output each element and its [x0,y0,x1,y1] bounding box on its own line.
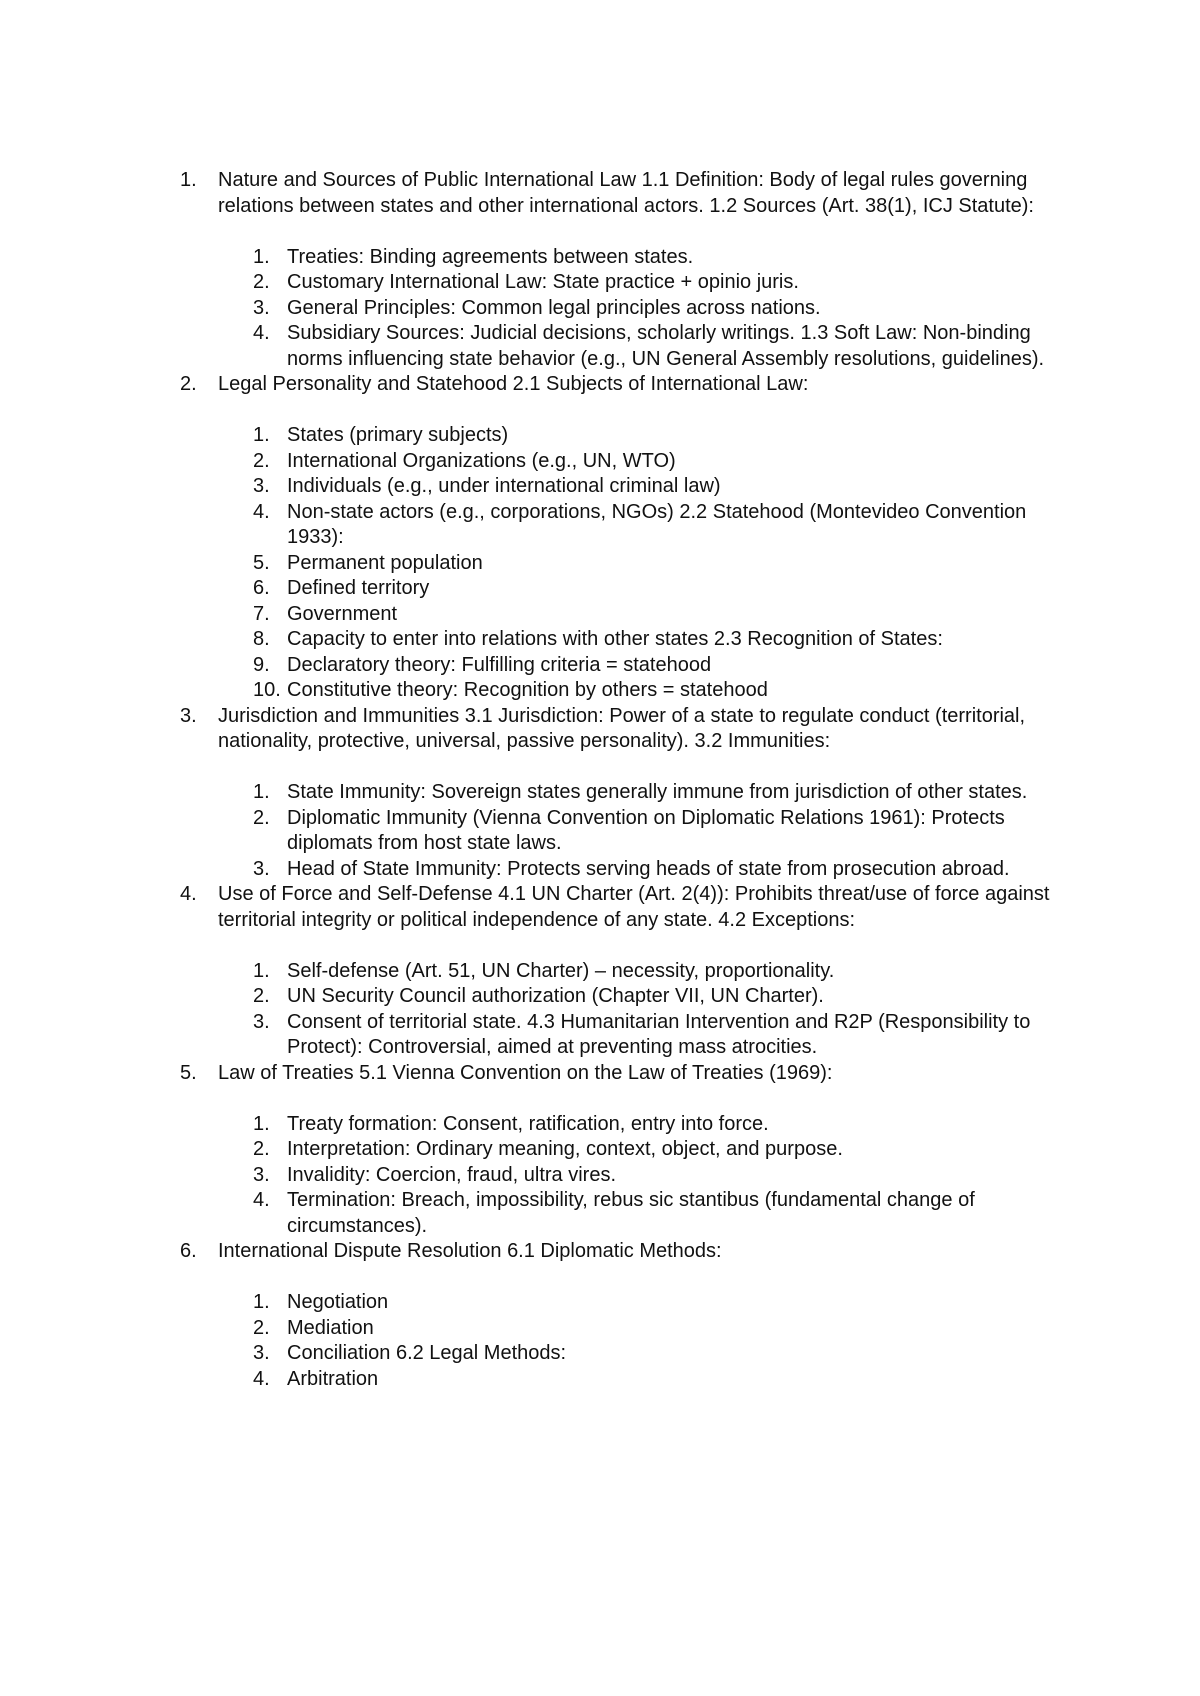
item-number: 3. [253,1010,270,1033]
sub-list [180,423,1060,704]
item-text: Negotiation [287,1291,389,1313]
section-heading [180,372,1060,398]
outline-section [180,372,1060,704]
section-number: 4. [180,883,197,905]
item-text: Self-defense (Art. 51, UN Charter) – necessity, proportionality. [287,959,835,982]
list-item [253,653,1060,679]
item-number: 5. [253,551,270,574]
item-number: 1. [253,781,270,803]
item-text: Invalidity: Coercion, fraud, ultra vires. [287,1163,617,1186]
item-number: 2. [253,271,270,293]
section-text: Nature and Sources of Public International Law 1.1 Definition: Body of legal rules governing relations between states and other international actors. 1.2 Sources (Art. 38(1), ICJ Statute): [218,169,1034,217]
outline-section [180,882,1060,1061]
list-item [253,1163,1060,1189]
sub-list [180,1112,1060,1240]
list-item [253,602,1060,628]
outline-section [180,704,1060,883]
sub-list [180,1290,1060,1392]
section-text: Legal Personality and Statehood 2.1 Subjects of International Law: [218,373,809,395]
list-item [253,1137,1060,1163]
outline-list [180,168,1060,1392]
list-item [253,959,1060,985]
item-text: Treaty formation: Consent, ratification, entry into force. [287,1112,769,1135]
section-number: 5. [180,1061,197,1084]
item-text: Customary International Law: State practice + opinio juris. [287,271,799,293]
item-number: 4. [253,1367,270,1390]
section-heading [180,168,1060,219]
sub-list [180,780,1060,882]
list-item [253,576,1060,602]
item-text: Conciliation 6.2 Legal Methods: [287,1342,567,1364]
section-number: 3. [180,704,197,727]
item-text: Declaratory theory: Fulfilling criteria = statehood [287,653,712,676]
item-number: 3. [253,1163,270,1186]
outline-section [180,1061,1060,1240]
list-item [253,321,1060,372]
list-item [253,678,1060,704]
item-text: UN Security Council authorization (Chapter VII, UN Charter). [287,985,824,1007]
section-number: 6. [180,1240,197,1262]
item-number: 9. [253,653,270,676]
item-text: General Principles: Common legal principles across nations. [287,296,821,319]
section-heading [180,882,1060,933]
item-text: Consent of territorial state. 4.3 Humanitarian Intervention and R2P (Responsibility to Protect): Controversial, aimed at preventing mass atrocities. [287,1010,1031,1058]
item-number: 7. [253,602,270,625]
item-number: 1. [253,959,270,982]
list-item [253,551,1060,577]
section-heading [180,1061,1060,1087]
item-text: States (primary subjects) [287,424,509,446]
list-item [253,449,1060,475]
item-number: 1. [253,245,270,268]
section-heading [180,1239,1060,1265]
item-text: Subsidiary Sources: Judicial decisions, scholarly writings. 1.3 Soft Law: Non-binding norms influencing state behavior (e.g., UN General Assembly resolutions, guidelines). [287,322,1045,370]
item-number: 1. [253,424,270,446]
list-item [253,780,1060,806]
section-text: Law of Treaties 5.1 Vienna Convention on the Law of Treaties (1969): [218,1061,833,1084]
item-text: Individuals (e.g., under international criminal law) [287,475,721,497]
item-text: Constitutive theory: Recognition by others = statehood [287,679,768,701]
item-text: Diplomatic Immunity (Vienna Convention on Diplomatic Relations 1961): Protects diplomats from host state laws. [287,806,1005,854]
item-number: 6. [253,577,270,599]
section-heading [180,704,1060,755]
item-text: Defined territory [287,577,430,599]
item-number: 4. [253,322,270,344]
item-number: 2. [253,1316,270,1339]
list-item [253,857,1060,883]
item-number: 2. [253,449,270,472]
outline-section [180,1239,1060,1392]
item-text: Mediation [287,1316,374,1339]
item-text: Permanent population [287,551,483,574]
list-item [253,1112,1060,1138]
outline-section [180,168,1060,372]
list-item [253,270,1060,296]
item-text: Government [287,602,398,625]
section-text: International Dispute Resolution 6.1 Diplomatic Methods: [218,1240,722,1262]
item-text: Non-state actors (e.g., corporations, NGOs) 2.2 Statehood (Montevideo Convention 1933): [287,500,1027,548]
item-number: 2. [253,806,270,829]
item-number: 3. [253,1342,270,1364]
list-item [253,1341,1060,1367]
item-text: Capacity to enter into relations with other states 2.3 Recognition of States: [287,628,943,650]
item-number: 3. [253,475,270,497]
item-text: Interpretation: Ordinary meaning, context, object, and purpose. [287,1138,843,1160]
list-item [253,296,1060,322]
item-number: 1. [253,1291,270,1313]
list-item [253,806,1060,857]
item-text: International Organizations (e.g., UN, WTO) [287,449,676,472]
list-item [253,1290,1060,1316]
list-item [253,984,1060,1010]
item-number: 8. [253,628,270,650]
item-number: 2. [253,1138,270,1160]
item-text: Treaties: Binding agreements between states. [287,245,694,268]
list-item [253,474,1060,500]
list-item [253,423,1060,449]
sub-list [180,245,1060,373]
list-item [253,1188,1060,1239]
item-text: Termination: Breach, impossibility, rebus sic stantibus (fundamental change of circumstances). [287,1189,975,1237]
sub-list [180,959,1060,1061]
item-number: 1. [253,1112,270,1135]
section-text: Jurisdiction and Immunities 3.1 Jurisdiction: Power of a state to regulate conduct (territorial, nationality, protective, universal, passive personality). 3.2 Immunities: [218,704,1026,752]
section-number: 1. [180,169,197,191]
item-text: Arbitration [287,1367,379,1390]
section-number: 2. [180,373,197,395]
section-text: Use of Force and Self-Defense 4.1 UN Charter (Art. 2(4)): Prohibits threat/use of force against territorial integrity or political independence of any state. 4.2 Exceptions: [218,883,1050,931]
item-number: 2. [253,985,270,1007]
list-item [253,500,1060,551]
item-number: 3. [253,857,270,880]
list-item [253,1010,1060,1061]
item-number: 4. [253,500,270,523]
list-item [253,245,1060,271]
item-number: 10. [253,679,281,701]
item-text: Head of State Immunity: Protects serving heads of state from prosecution abroad. [287,857,1010,880]
item-number: 3. [253,296,270,319]
item-number: 4. [253,1189,270,1211]
list-item [253,1316,1060,1342]
list-item [253,1367,1060,1393]
list-item [253,627,1060,653]
item-text: State Immunity: Sovereign states generally immune from jurisdiction of other states. [287,781,1028,803]
